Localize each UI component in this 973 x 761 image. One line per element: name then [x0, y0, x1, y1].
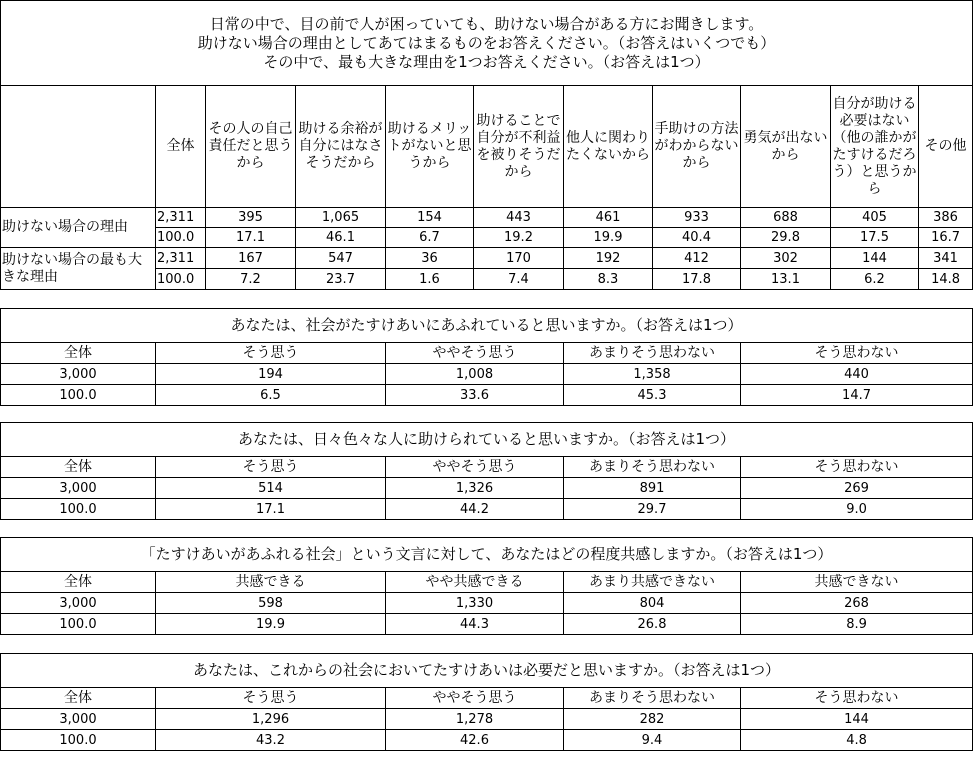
column-header: 全体: [1, 688, 156, 709]
data-cell: 194: [156, 364, 386, 385]
data-cell: 19.9: [564, 228, 653, 248]
column-header: そう思わない: [741, 688, 973, 709]
table-title: あなたは、社会がたすけあいにあふれていると思いますか。（お答えは1つ）: [1, 309, 973, 343]
data-cell: 386: [919, 208, 973, 228]
data-cell: 19.2: [474, 228, 564, 248]
data-cell: 170: [474, 248, 564, 269]
data-cell: 1,065: [296, 208, 386, 228]
column-header: そう思う: [156, 688, 386, 709]
data-cell: 33.6: [386, 385, 564, 406]
title-line: 助けない場合の理由としてあてはまるものをお答えください。（お答えはいくつでも）: [197, 33, 776, 52]
data-cell: 100.0: [156, 228, 206, 248]
data-cell: 100.0: [156, 269, 206, 290]
data-cell: 891: [564, 478, 741, 499]
column-header: 手助けの方法がわからないから: [653, 86, 741, 208]
empty-cell: [1, 86, 156, 208]
header-row: [1, 572, 973, 593]
row-group-label: 助けない場合の理由: [1, 208, 156, 248]
data-cell: 688: [741, 208, 831, 228]
table-title: あなたは、日々色々な人に助けられていると思いますか。（お答えは1つ）: [1, 423, 973, 457]
column-header: あまりそう思わない: [564, 688, 741, 709]
column-header: 共感できない: [741, 572, 973, 593]
column-header: そう思わない: [741, 343, 973, 364]
data-cell: 395: [206, 208, 296, 228]
data-cell: 17.1: [156, 499, 386, 520]
data-cell: 19.9: [156, 614, 386, 635]
table-title: あなたは、これからの社会においてたすけあいは必要だと思いますか。（お答えは1つ）: [1, 654, 973, 688]
data-cell: 167: [206, 248, 296, 269]
data-cell: 29.7: [564, 499, 741, 520]
data-cell: 1,008: [386, 364, 564, 385]
data-cell: 100.0: [1, 499, 156, 520]
data-cell: 144: [741, 709, 973, 730]
data-cell: 17.5: [831, 228, 919, 248]
data-cell: 6.2: [831, 269, 919, 290]
data-cell: 4.8: [741, 730, 973, 751]
data-cell: 36: [386, 248, 474, 269]
column-header: ややそう思う: [386, 688, 564, 709]
data-cell: 1,296: [156, 709, 386, 730]
table-row: [1, 478, 973, 499]
table-row: [1, 593, 973, 614]
data-cell: 8.9: [741, 614, 973, 635]
data-cell: 547: [296, 248, 386, 269]
data-cell: 1.6: [386, 269, 474, 290]
data-cell: 16.7: [919, 228, 973, 248]
survey-table: [0, 653, 973, 751]
data-cell: 8.3: [564, 269, 653, 290]
data-cell: 3,000: [1, 593, 156, 614]
data-cell: 9.0: [741, 499, 973, 520]
survey-table: [0, 537, 973, 635]
column-header: やや共感できる: [386, 572, 564, 593]
table-title: 「たすけあいがあふれる社会」という文言に対して、あなたはどの程度共感しますか。（お答えは1つ）: [1, 538, 973, 572]
column-header: 共感できる: [156, 572, 386, 593]
data-cell: 6.7: [386, 228, 474, 248]
data-cell: 461: [564, 208, 653, 228]
data-cell: 1,330: [386, 593, 564, 614]
table-title: [1, 1, 973, 86]
data-cell: 341: [919, 248, 973, 269]
data-cell: 192: [564, 248, 653, 269]
data-cell: 44.2: [386, 499, 564, 520]
column-header: 自分が助ける必要はない（他の誰かがたすけるだろう）と思うから: [831, 86, 919, 208]
column-header: その他: [919, 86, 973, 208]
column-header: 全体: [1, 572, 156, 593]
data-cell: 2,311: [156, 248, 206, 269]
table-row: [1, 709, 973, 730]
column-header: そう思う: [156, 343, 386, 364]
column-header: ややそう思う: [386, 457, 564, 478]
data-cell: 302: [741, 248, 831, 269]
data-cell: 3,000: [1, 478, 156, 499]
column-header: そう思わない: [741, 457, 973, 478]
column-header: 助けるメリットがないと思うから: [386, 86, 474, 208]
column-header: 他人に関わりたくないから: [564, 86, 653, 208]
data-cell: 42.6: [386, 730, 564, 751]
data-cell: 14.7: [741, 385, 973, 406]
data-cell: 154: [386, 208, 474, 228]
data-cell: 45.3: [564, 385, 741, 406]
data-cell: 17.1: [206, 228, 296, 248]
data-cell: 29.8: [741, 228, 831, 248]
data-cell: 40.4: [653, 228, 741, 248]
data-cell: 23.7: [296, 269, 386, 290]
survey-table: [0, 308, 973, 406]
data-cell: 100.0: [1, 614, 156, 635]
data-cell: 14.8: [919, 269, 973, 290]
data-cell: 282: [564, 709, 741, 730]
table-row: [1, 730, 973, 751]
data-cell: 443: [474, 208, 564, 228]
data-cell: 43.2: [156, 730, 386, 751]
data-cell: 268: [741, 593, 973, 614]
column-header: 助けることで自分が不利益を被りそうだから: [474, 86, 564, 208]
data-cell: 17.8: [653, 269, 741, 290]
data-cell: 2,311: [156, 208, 206, 228]
table-row: [1, 614, 973, 635]
data-cell: 9.4: [564, 730, 741, 751]
data-cell: 440: [741, 364, 973, 385]
column-header: あまりそう思わない: [564, 457, 741, 478]
column-header: そう思う: [156, 457, 386, 478]
column-header: 全体: [1, 343, 156, 364]
table-row: [1, 248, 973, 269]
data-cell: 269: [741, 478, 973, 499]
data-cell: 144: [831, 248, 919, 269]
table-row: [1, 364, 973, 385]
data-cell: 100.0: [1, 385, 156, 406]
data-cell: 46.1: [296, 228, 386, 248]
header-row: [1, 688, 973, 709]
column-header: 勇気が出ないから: [741, 86, 831, 208]
table-row: [1, 208, 973, 228]
column-header: 全体: [1, 457, 156, 478]
data-cell: 804: [564, 593, 741, 614]
data-cell: 6.5: [156, 385, 386, 406]
data-cell: 514: [156, 478, 386, 499]
row-group-label: 助けない場合の最も大きな理由: [1, 248, 156, 290]
survey-table: [0, 422, 973, 520]
title-line: 日常の中で、目の前で人が困っていても、助けない場合がある方にお聞きします。: [209, 14, 764, 33]
column-header: 助ける余裕が自分にはなさそうだから: [296, 86, 386, 208]
column-header: 全体: [156, 86, 206, 208]
data-cell: 1,326: [386, 478, 564, 499]
data-cell: 1,278: [386, 709, 564, 730]
header-row: [1, 343, 973, 364]
data-cell: 7.2: [206, 269, 296, 290]
table-row: [1, 385, 973, 406]
data-cell: 7.4: [474, 269, 564, 290]
data-cell: 3,000: [1, 709, 156, 730]
data-cell: 3,000: [1, 364, 156, 385]
column-header: あまり共感できない: [564, 572, 741, 593]
data-cell: 933: [653, 208, 741, 228]
header-row: [1, 457, 973, 478]
table-row: [1, 499, 973, 520]
data-cell: 100.0: [1, 730, 156, 751]
reasons-table: [0, 0, 973, 290]
column-header: あまりそう思わない: [564, 343, 741, 364]
data-cell: 598: [156, 593, 386, 614]
data-cell: 405: [831, 208, 919, 228]
header-row: [1, 86, 973, 208]
data-cell: 44.3: [386, 614, 564, 635]
title-line: その中で、最も大きな理由を1つお答えください。（お答えは1つ）: [263, 52, 710, 71]
data-cell: 26.8: [564, 614, 741, 635]
data-cell: 1,358: [564, 364, 741, 385]
column-header: その人の自己責任だと思うから: [206, 86, 296, 208]
data-cell: 13.1: [741, 269, 831, 290]
column-header: ややそう思う: [386, 343, 564, 364]
data-cell: 412: [653, 248, 741, 269]
